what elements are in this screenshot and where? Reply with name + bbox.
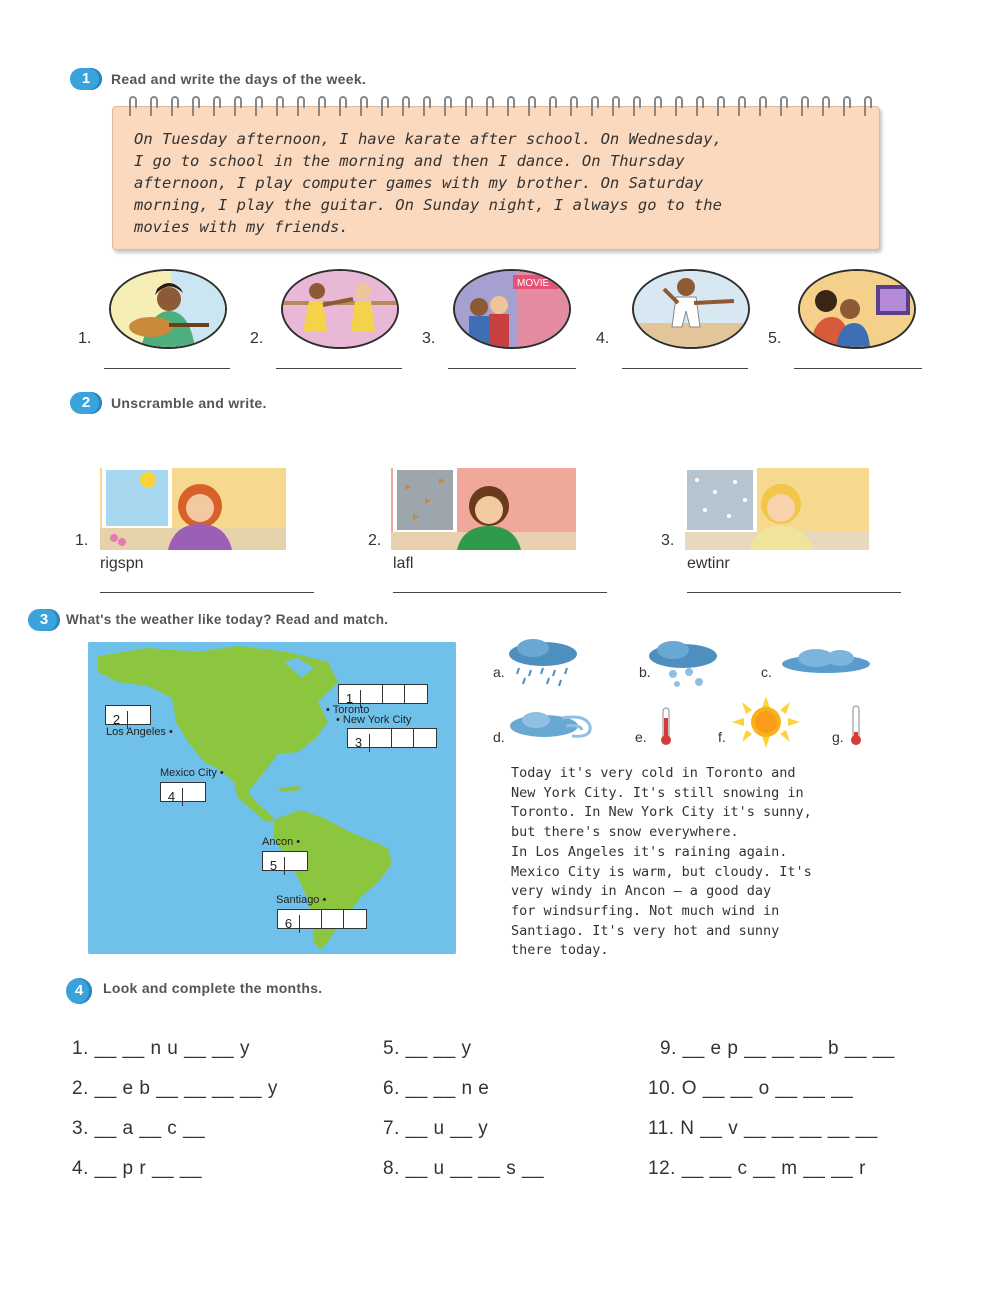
reading-line: for windsurfing. Not much wind in [511, 902, 780, 919]
box-cell[interactable] [322, 910, 344, 928]
box-number: 3 [348, 734, 370, 752]
note-line: afternoon, I play computer games with my brother. On Saturday [134, 174, 704, 192]
movie-sign-text: MOVIE [517, 278, 550, 289]
notebook-text [134, 128, 854, 238]
item-number: 2. [368, 532, 382, 549]
box-number: 2 [106, 711, 128, 729]
reading-line: Mexico City is warm, but cloudy. It's [511, 863, 812, 880]
reading-line: Toronto. In New York City it's sunny, [511, 804, 812, 821]
weather-option-label: f. [718, 729, 726, 745]
city-name: Santiago [276, 894, 320, 906]
city-label-mexico-city: Mexico City • [160, 767, 224, 779]
month-item[interactable]: 2. __ e b __ __ __ __ y [72, 1078, 278, 1099]
city-name: Toronto [332, 704, 370, 716]
rain-cloud-icon [503, 638, 583, 690]
box-cell[interactable] [361, 685, 383, 703]
snow-cloud-icon [643, 640, 721, 688]
box-cell[interactable] [392, 729, 414, 747]
month-item[interactable]: 7. __ u __ y [383, 1118, 489, 1139]
box-number: 6 [278, 915, 300, 933]
box-cell[interactable] [300, 910, 322, 928]
thermometer-cold-icon [659, 706, 673, 746]
item-number: 3. [661, 532, 675, 549]
box-cell[interactable] [370, 729, 392, 747]
answer-line[interactable] [276, 368, 402, 369]
month-item[interactable]: 4. __ p r __ __ [72, 1158, 203, 1179]
reading-line: very windy in Ancon – a good day [511, 883, 772, 900]
exercise-4-heading: Look and complete the months. [103, 980, 323, 996]
city-label-new-york: • New York City [336, 714, 412, 726]
spring-picture [100, 468, 286, 550]
city-label-toronto: • Toronto [326, 704, 370, 716]
box-cell[interactable] [285, 852, 307, 870]
reading-line: Santiago. It's very hot and sunny [511, 922, 780, 939]
month-item[interactable]: 1. __ __ n u __ __ y [72, 1038, 250, 1059]
box-cell[interactable] [344, 910, 366, 928]
answer-line[interactable] [104, 368, 230, 369]
month-item[interactable]: 10. O __ __ o __ __ __ [648, 1078, 854, 1099]
item-number: 3. [422, 330, 436, 347]
box-cell[interactable] [183, 783, 205, 801]
item-number: 1. [78, 330, 92, 347]
answer-line[interactable] [448, 368, 576, 369]
item-number: 2. [250, 330, 264, 347]
answer-box-6[interactable] [277, 909, 367, 929]
item-number: 1. [75, 532, 89, 549]
box-number: 1 [339, 690, 361, 708]
reading-line: but there's snow everywhere. [511, 824, 739, 841]
city-name: Ancon [262, 836, 294, 848]
reading-line: New York City. It's still snowing in [511, 784, 804, 801]
answer-line[interactable] [687, 592, 901, 593]
item-number: 5. [768, 330, 782, 347]
girls-dancing-ballet-picture [281, 269, 399, 349]
weather-reading-text [511, 764, 861, 961]
month-item[interactable]: 11. N __ v __ __ __ __ __ [648, 1118, 878, 1139]
box-cell[interactable] [414, 729, 436, 747]
month-item[interactable]: 9. __ e p __ __ __ b __ __ [660, 1038, 895, 1059]
notebook-spiral-rings [124, 94, 874, 120]
kids-at-movies-picture [453, 269, 571, 349]
month-item[interactable]: 12. __ __ c __ m __ __ r [648, 1158, 866, 1179]
month-item[interactable]: 5. __ __ y [383, 1038, 472, 1059]
city-name: New York City [342, 714, 412, 726]
note-line: I go to school in the morning and then I dance. On Thursday [134, 152, 685, 170]
cloud-icon [780, 646, 872, 674]
box-number: 5 [263, 857, 285, 875]
city-name: Mexico City [160, 767, 217, 779]
thermometer-hot-icon [849, 704, 863, 746]
note-line: On Tuesday afternoon, I have karate after school. On Wednesday, [134, 130, 722, 148]
answer-line[interactable] [794, 368, 922, 369]
exercise-4-badge: 4 [66, 978, 92, 1004]
weather-option-label: c. [761, 664, 772, 680]
weather-option-label: g. [832, 729, 844, 745]
month-item[interactable]: 3. __ a __ c __ [72, 1118, 206, 1139]
exercise-1-badge: 1 [70, 68, 102, 90]
boy-doing-karate-picture [632, 269, 750, 349]
city-name: Los Angeles [106, 726, 166, 738]
weather-option-label: e. [635, 729, 647, 745]
note-line: morning, I play the guitar. On Sunday night, I always go to the [134, 196, 722, 214]
exercise-2-badge: 2 [70, 392, 102, 414]
city-label-ancon: Ancon • [262, 836, 301, 848]
weather-option-label: b. [639, 664, 651, 680]
month-item[interactable]: 8. __ u __ __ s __ [383, 1158, 545, 1179]
winter-picture [685, 468, 869, 550]
city-label-los-angeles: Los Angeles • [106, 726, 173, 738]
exercise-3-heading: What's the weather like today? Read and match. [66, 612, 389, 627]
answer-box-3[interactable] [347, 728, 437, 748]
reading-line: In Los Angeles it's raining again. [511, 843, 788, 860]
answer-box-5[interactable] [262, 851, 308, 871]
answer-box-2[interactable] [105, 705, 151, 725]
boys-playing-computer-games-picture [798, 269, 916, 349]
fall-picture [391, 468, 576, 550]
sun-icon [730, 696, 802, 748]
weather-option-label: d. [493, 729, 505, 745]
reading-line: Today it's very cold in Toronto and [511, 765, 796, 781]
scrambled-word: ewtinr [687, 555, 730, 572]
weather-option-label: a. [493, 664, 505, 680]
scrambled-word: lafl [393, 555, 414, 572]
month-item[interactable]: 6. __ __ n e [383, 1078, 490, 1099]
answer-line[interactable] [393, 592, 607, 593]
item-number: 4. [596, 330, 610, 347]
girl-playing-guitar-picture [109, 269, 227, 349]
answer-line[interactable] [622, 368, 748, 369]
answer-box-1[interactable] [338, 684, 428, 704]
exercise-1-heading: Read and write the days of the week. [111, 71, 367, 87]
answer-box-4[interactable] [160, 782, 206, 802]
wind-cloud-icon [506, 710, 598, 744]
box-cell[interactable] [405, 685, 427, 703]
box-cell[interactable] [128, 706, 150, 724]
exercise-2-heading: Unscramble and write. [111, 395, 267, 411]
city-label-santiago: Santiago • [276, 894, 327, 906]
box-number: 4 [161, 788, 183, 806]
answer-line[interactable] [100, 592, 314, 593]
box-cell[interactable] [383, 685, 405, 703]
note-line: movies with my friends. [134, 218, 349, 236]
scrambled-word: rigspn [100, 555, 144, 572]
reading-line: there today. [511, 942, 609, 959]
exercise-3-badge: 3 [28, 609, 60, 631]
